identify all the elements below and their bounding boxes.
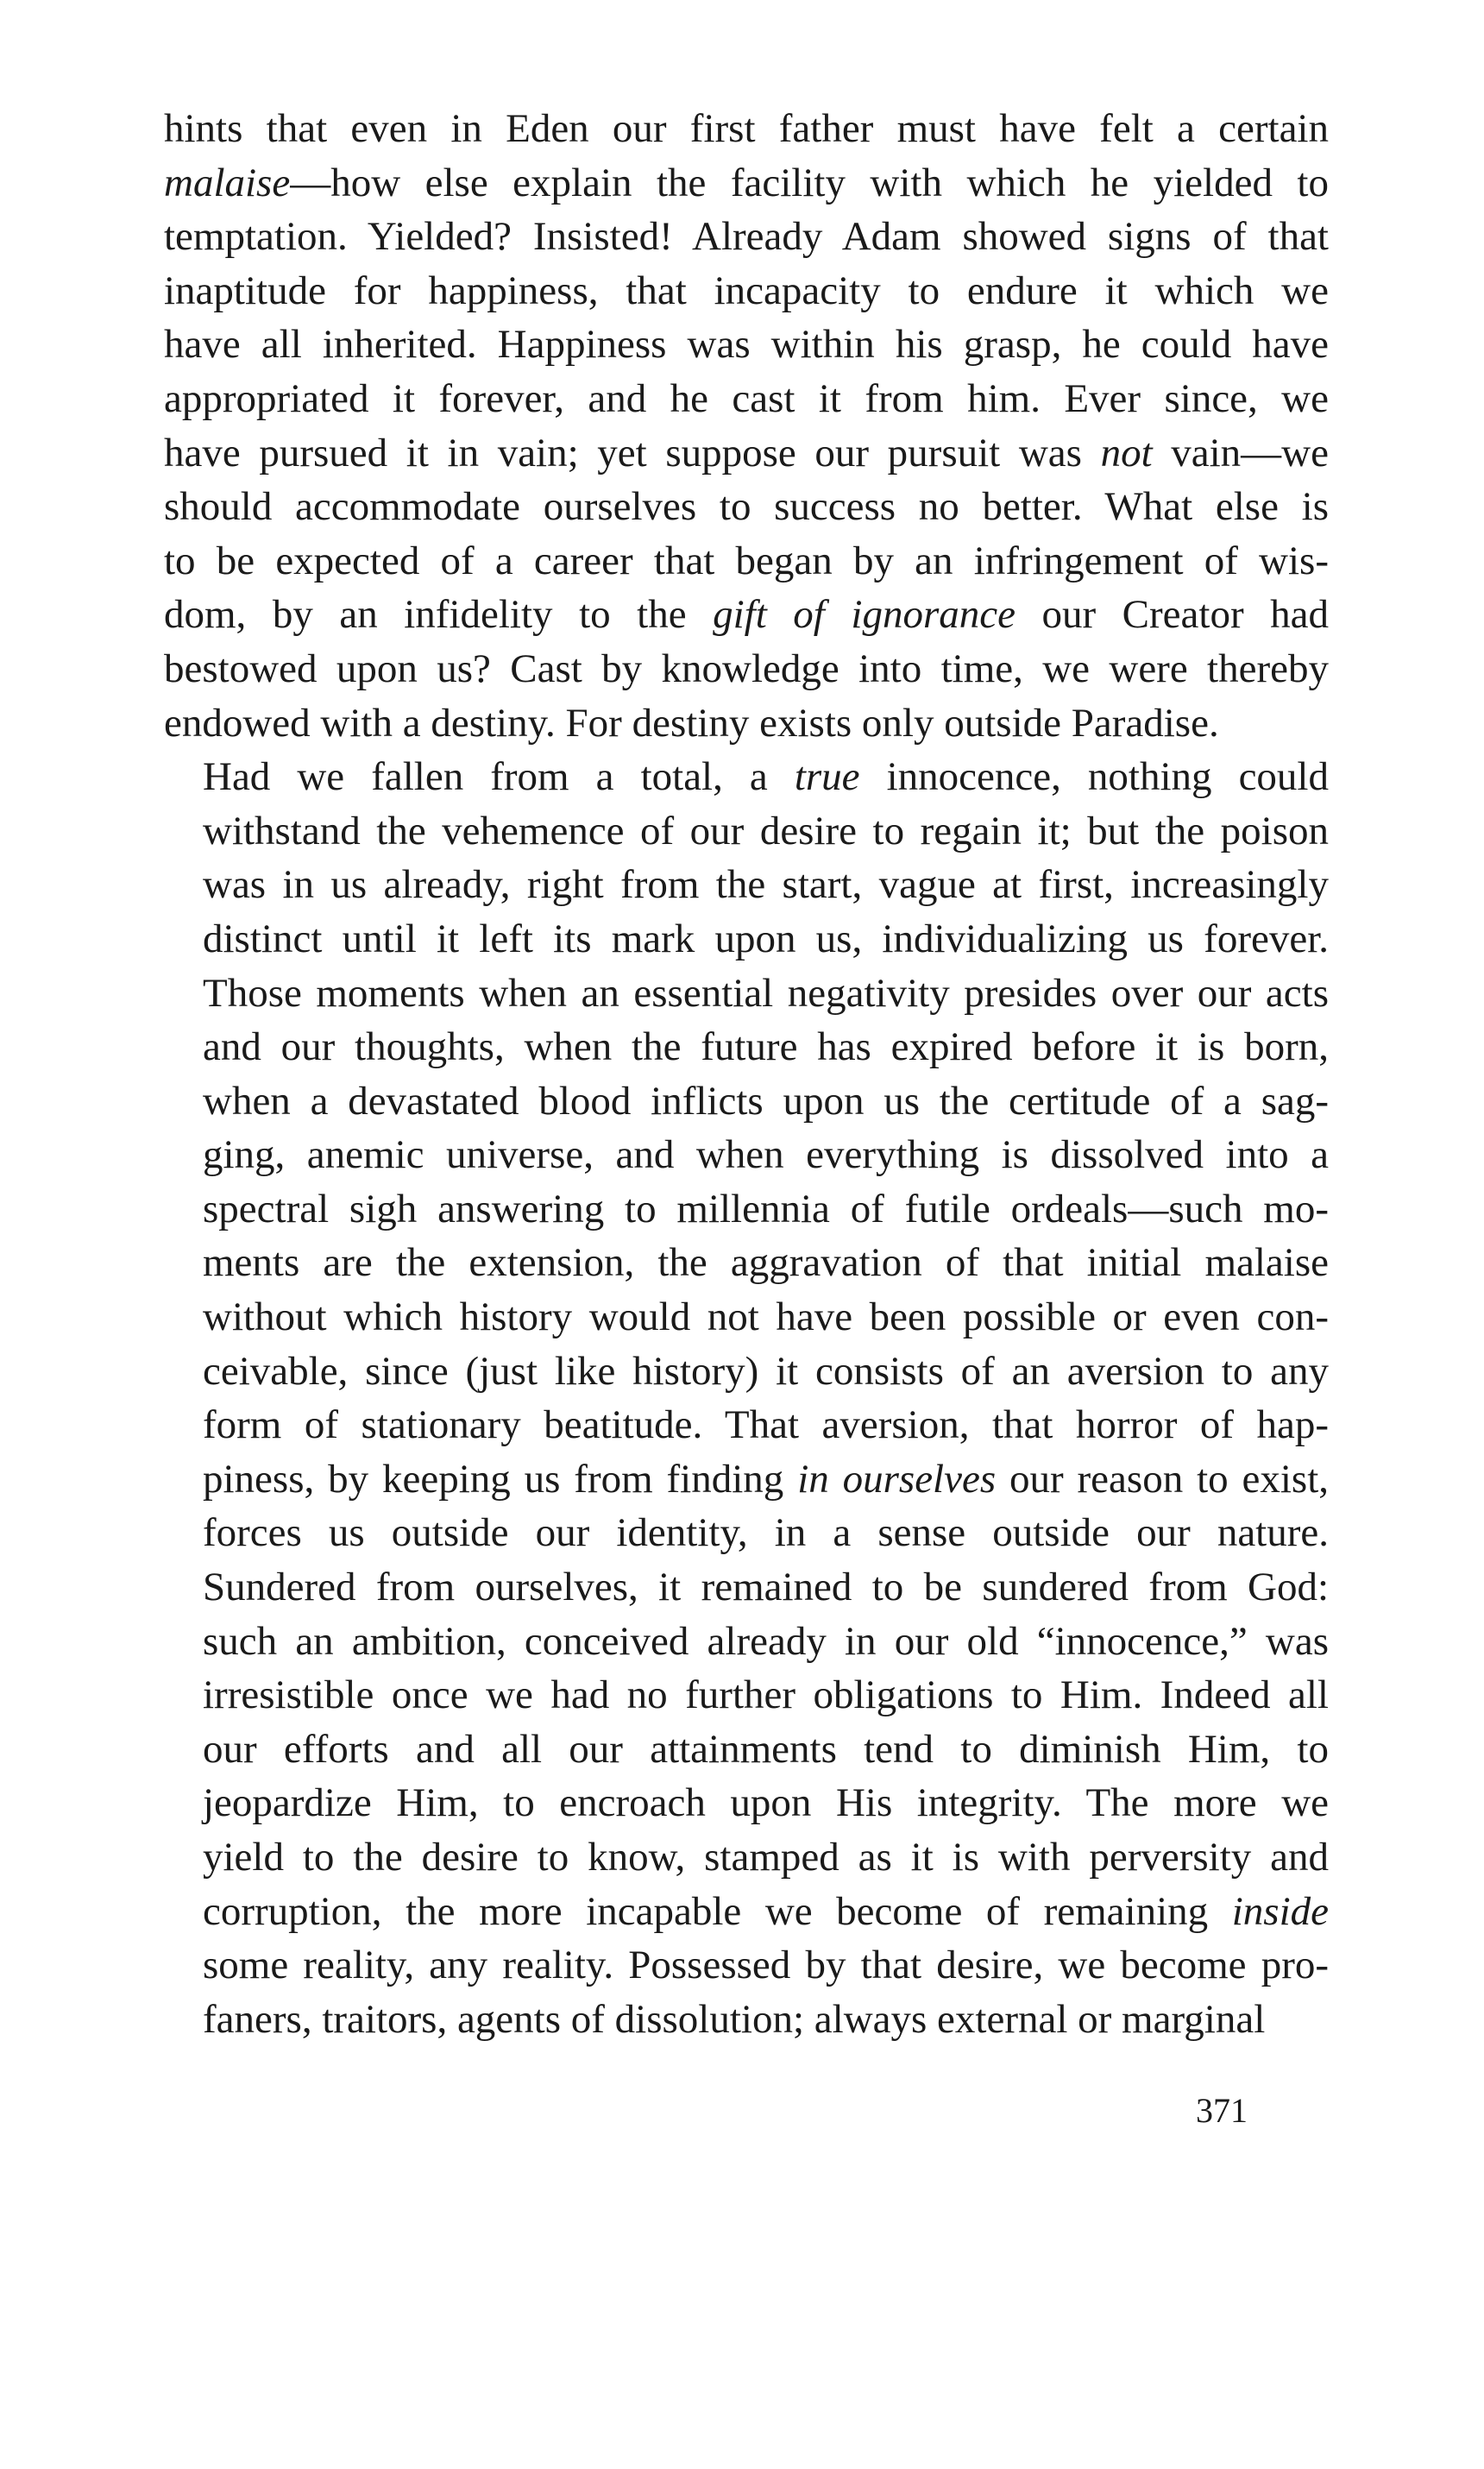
text-segment: ceivable, since (just like history) it consists of an aversion to any bbox=[203, 1348, 1329, 1394]
text-segment: corruption, the more incapable we become of remaining bbox=[203, 1888, 1232, 1934]
text-segment: jeopardize Him, to encroach upon His integrity. The more we bbox=[203, 1780, 1329, 1826]
text-segment: hints that even in Eden our first father must have felt a certain bbox=[164, 106, 1329, 151]
text-line bbox=[164, 642, 1329, 696]
text-line bbox=[164, 1830, 1329, 1885]
text-segment: withstand the vehemence of our desire to regain it; but the poison bbox=[203, 808, 1329, 853]
text-segment: yield to the desire to know, stamped as it is with perversity and bbox=[203, 1835, 1329, 1880]
text-line bbox=[164, 1452, 1329, 1507]
text-line bbox=[164, 210, 1329, 264]
text-line bbox=[164, 1182, 1329, 1237]
text-segment: faners, traitors, agents of dissolution; always external or marginal bbox=[203, 1996, 1266, 2042]
text-line bbox=[164, 102, 1329, 156]
text-segment: Those moments when an essential negativity presides over our acts bbox=[203, 970, 1329, 1016]
text-segment: bestowed upon us? Cast by knowledge into time, we were thereby bbox=[164, 646, 1329, 691]
text-segment: such an ambition, conceived already in our old “innocence,” was bbox=[203, 1618, 1329, 1664]
italic-segment: true bbox=[794, 754, 860, 800]
text-line bbox=[164, 1993, 1329, 2047]
text-line bbox=[164, 588, 1329, 642]
text-segment: ging, anemic universe, and when everything is dissolved into a bbox=[203, 1132, 1329, 1178]
text-segment: irresistible once we had no further obligations to Him. Indeed all bbox=[203, 1672, 1329, 1718]
italic-segment: not bbox=[1100, 430, 1153, 476]
italic-segment: in ourselves bbox=[797, 1456, 997, 1502]
text-line bbox=[164, 1938, 1329, 1993]
text-segment: our reason to exist, bbox=[996, 1456, 1330, 1502]
text-line bbox=[164, 372, 1329, 426]
text-segment: innocence, nothing could bbox=[859, 754, 1329, 800]
text-segment: endowed with a destiny. For destiny exists only outside Paradise. bbox=[164, 700, 1219, 746]
text-segment: vain—we bbox=[1152, 430, 1329, 476]
text-segment: —how else explain the facility with which he yielded to bbox=[290, 160, 1329, 205]
text-line bbox=[164, 1776, 1329, 1830]
text-line bbox=[164, 1236, 1329, 1290]
text-segment: some reality, any reality. Possessed by that desire, we become pro- bbox=[203, 1943, 1329, 1988]
page-number: 371 bbox=[1196, 2091, 1248, 2130]
text-segment: ments are the extension, the aggravation of that initial malaise bbox=[203, 1240, 1329, 1286]
text-segment: have pursued it in vain; yet suppose our pursuit was bbox=[164, 430, 1101, 476]
text-segment: our Creator had bbox=[1015, 592, 1329, 638]
paragraph-p1 bbox=[164, 102, 1329, 750]
text-segment: have all inherited. Happiness was within his grasp, he could have bbox=[164, 322, 1329, 368]
text-line bbox=[164, 1723, 1329, 1777]
text-segment: our efforts and all our attainments tend to diminish Him, to bbox=[203, 1726, 1329, 1772]
paragraph-p2 bbox=[164, 750, 1329, 2046]
text-segment: forces us outside our identity, in a sense outside our nature. bbox=[203, 1510, 1329, 1556]
italic-segment: malaise bbox=[164, 160, 291, 205]
text-segment: inaptitude for happiness, that incapacity to endure it which we bbox=[164, 268, 1329, 313]
text-segment: to be expected of a career that began by an infringement of wis- bbox=[164, 538, 1329, 583]
text-segment: spectral sigh answering to millennia of futile ordeals—such mo- bbox=[203, 1186, 1329, 1231]
text-line bbox=[164, 858, 1329, 912]
text-line bbox=[164, 156, 1329, 211]
text-segment: should accommodate ourselves to success no better. What else is bbox=[164, 484, 1329, 530]
text-line bbox=[164, 1020, 1329, 1074]
text-line bbox=[164, 1074, 1329, 1129]
body-text bbox=[164, 102, 1329, 2046]
text-segment: appropriated it forever, and he cast it from him. Ever since, we bbox=[164, 375, 1329, 421]
text-line bbox=[164, 804, 1329, 859]
italic-segment: gift of ignorance bbox=[713, 592, 1016, 638]
text-line bbox=[164, 1506, 1329, 1560]
text-segment: temptation. Yielded? Insisted! Already Adam showed signs of that bbox=[164, 214, 1329, 260]
italic-segment: inside bbox=[1231, 1888, 1329, 1934]
text-line bbox=[164, 1615, 1329, 1669]
text-line bbox=[164, 750, 1329, 804]
text-segment: when a devastated blood inflicts upon us the certitude of a sag- bbox=[203, 1078, 1329, 1124]
text-segment: Had we fallen from a total, a bbox=[203, 754, 795, 800]
text-line bbox=[164, 1128, 1329, 1182]
text-line bbox=[164, 264, 1329, 318]
text-line bbox=[164, 480, 1329, 534]
text-segment: piness, by keeping us from finding bbox=[203, 1456, 798, 1502]
text-segment: distinct until it left its mark upon us, individualizing us forever. bbox=[203, 916, 1329, 961]
text-segment: was in us already, right from the start, vague at first, increasingly bbox=[203, 862, 1329, 908]
text-segment: Sundered from ourselves, it remained to be sundered from God: bbox=[203, 1565, 1329, 1610]
text-segment: form of stationary beatitude. That aversion, that horror of hap- bbox=[203, 1402, 1329, 1448]
text-segment: without which history would not have been possible or even con- bbox=[203, 1294, 1329, 1340]
text-line bbox=[164, 426, 1329, 481]
text-line bbox=[164, 534, 1329, 589]
text-segment: dom, by an infidelity to the bbox=[164, 592, 714, 638]
text-line bbox=[164, 318, 1329, 372]
text-line bbox=[164, 1398, 1329, 1452]
text-segment: and our thoughts, when the future has expired before it is born, bbox=[203, 1024, 1329, 1070]
text-line bbox=[164, 1560, 1329, 1615]
text-line bbox=[164, 1290, 1329, 1345]
text-line bbox=[164, 1885, 1329, 1939]
text-line bbox=[164, 967, 1329, 1021]
text-line bbox=[164, 1345, 1329, 1399]
text-line bbox=[164, 912, 1329, 967]
text-line bbox=[164, 1668, 1329, 1723]
text-line bbox=[164, 696, 1329, 751]
